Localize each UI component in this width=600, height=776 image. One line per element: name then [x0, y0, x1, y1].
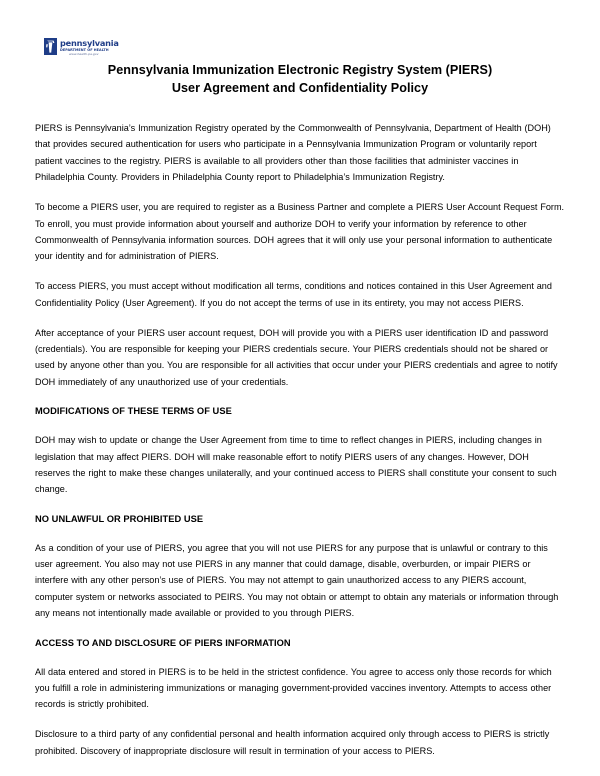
heading-no-unlawful-use: NO UNLAWFUL OR PROHIBITED USE — [35, 513, 204, 524]
paragraph-registration: To become a PIERS user, you are required to register as a Business Partner and complete a PIERS User Account Request Form. To enroll, you must provide information about yourself and authorize DOH to verify your information by reference to other Commonwealth of Pennsylvania information sources. DOH agrees that it will only use your personal information to authenticate your identity and for administration of PIERS. — [35, 202, 565, 262]
document-body — [35, 120, 566, 773]
paragraph-modifications: DOH may wish to update or change the User Agreement from time to time to reflect changes in PIERS, including changes in legislation that may affect PIERS. DOH will make reasonable effort to notify PIERS users of any changes. However, DOH reserves the right to make these changes unilaterally, and your continued access to PIERS shall constitute your consent to such change. — [35, 435, 557, 495]
pa-keystone-icon — [44, 38, 57, 55]
page-title-line-1: Pennsylvania Immunization Electronic Registry System (PIERS) — [107, 63, 493, 77]
paragraph-unlawful-use: As a condition of your use of PIERS, you agree that you will not use PIERS for any purpose that is unlawful or contrary to this user agreement. You also may not use PIERS in any manner that could damage, disable, overburden, or impair PIERS or interfere with any other person’s use of PIERS. You may not attempt to gain unauthorized access to any PIERS account, computer system or networks associated to PEIRS. You may not obtain or attempt to obtain any materials or information through any means not intentionally made available or provided to you through PIERS. — [35, 542, 559, 619]
page-title-line-2: User Agreement and Confidentiality Policy — [171, 80, 429, 95]
paragraph-intro: PIERS is Pennsylvania’s Immunization Registry operated by the Commonwealth of Pennsylvania, Department of Health (DOH) that provides secured authentication for users who participate in a Pennsylvania Immunization Program or voluntarily report patient vaccines to the registry. PIERS is available to all providers other than those facilities that administer vaccines in Philadelphia County. Providers in Philadelphia County report to Philadelphia’s Immunization Registry. — [35, 123, 551, 183]
logo-wordmark — [60, 38, 119, 57]
heading-access-and-disclosure: ACCESS TO AND DISCLOSURE OF PIERS INFORMATION — [35, 637, 291, 648]
heading-modifications-of-terms: MODIFICATIONS OF THESE TERMS OF USE — [35, 406, 232, 417]
paragraph-confidence: All data entered and stored in PIERS is to be held in the strictest confidence. You agree to access only those records for which you fulfill a role in administering immunizations or managing government-provided vaccines inventory. Attempts to access other records is strictly prohibited. — [35, 666, 552, 710]
pennsylvania-doh-logo — [44, 38, 119, 57]
paragraph-acceptance: To access PIERS, you must accept without modification all terms, conditions and notices contained in this User Agreement and Confidentiality Policy (User Agreement). If you do not accept the terms of use in its entirety, you may not access PIERS. — [35, 281, 552, 308]
paragraph-credentials: After acceptance of your PIERS user account request, DOH will provide you with a PIERS user identification ID and password (credentials). You are responsible for keeping your PIERS credentials secure. Your PIERS credentials should not be shared or used by anyone other than you. You are responsible for all activities that occur under your PIERS credentials and agree to notify DOH immediately of any unauthorized use of your credentials. — [35, 327, 558, 387]
page-title — [0, 62, 600, 97]
logo-name-text: pennsylvania — [60, 38, 119, 48]
paragraph-third-party-disclosure: Disclosure to a third party of any confidential personal and health information acquired only through access to PIERS is strictly prohibited. Discovery of inappropriate disclosure will result in termination of your access to PIERS. — [35, 729, 550, 756]
logo-department-text: DEPARTMENT OF HEALTH — [60, 48, 109, 52]
logo-url-text: www.health.pa.gov — [69, 52, 99, 57]
